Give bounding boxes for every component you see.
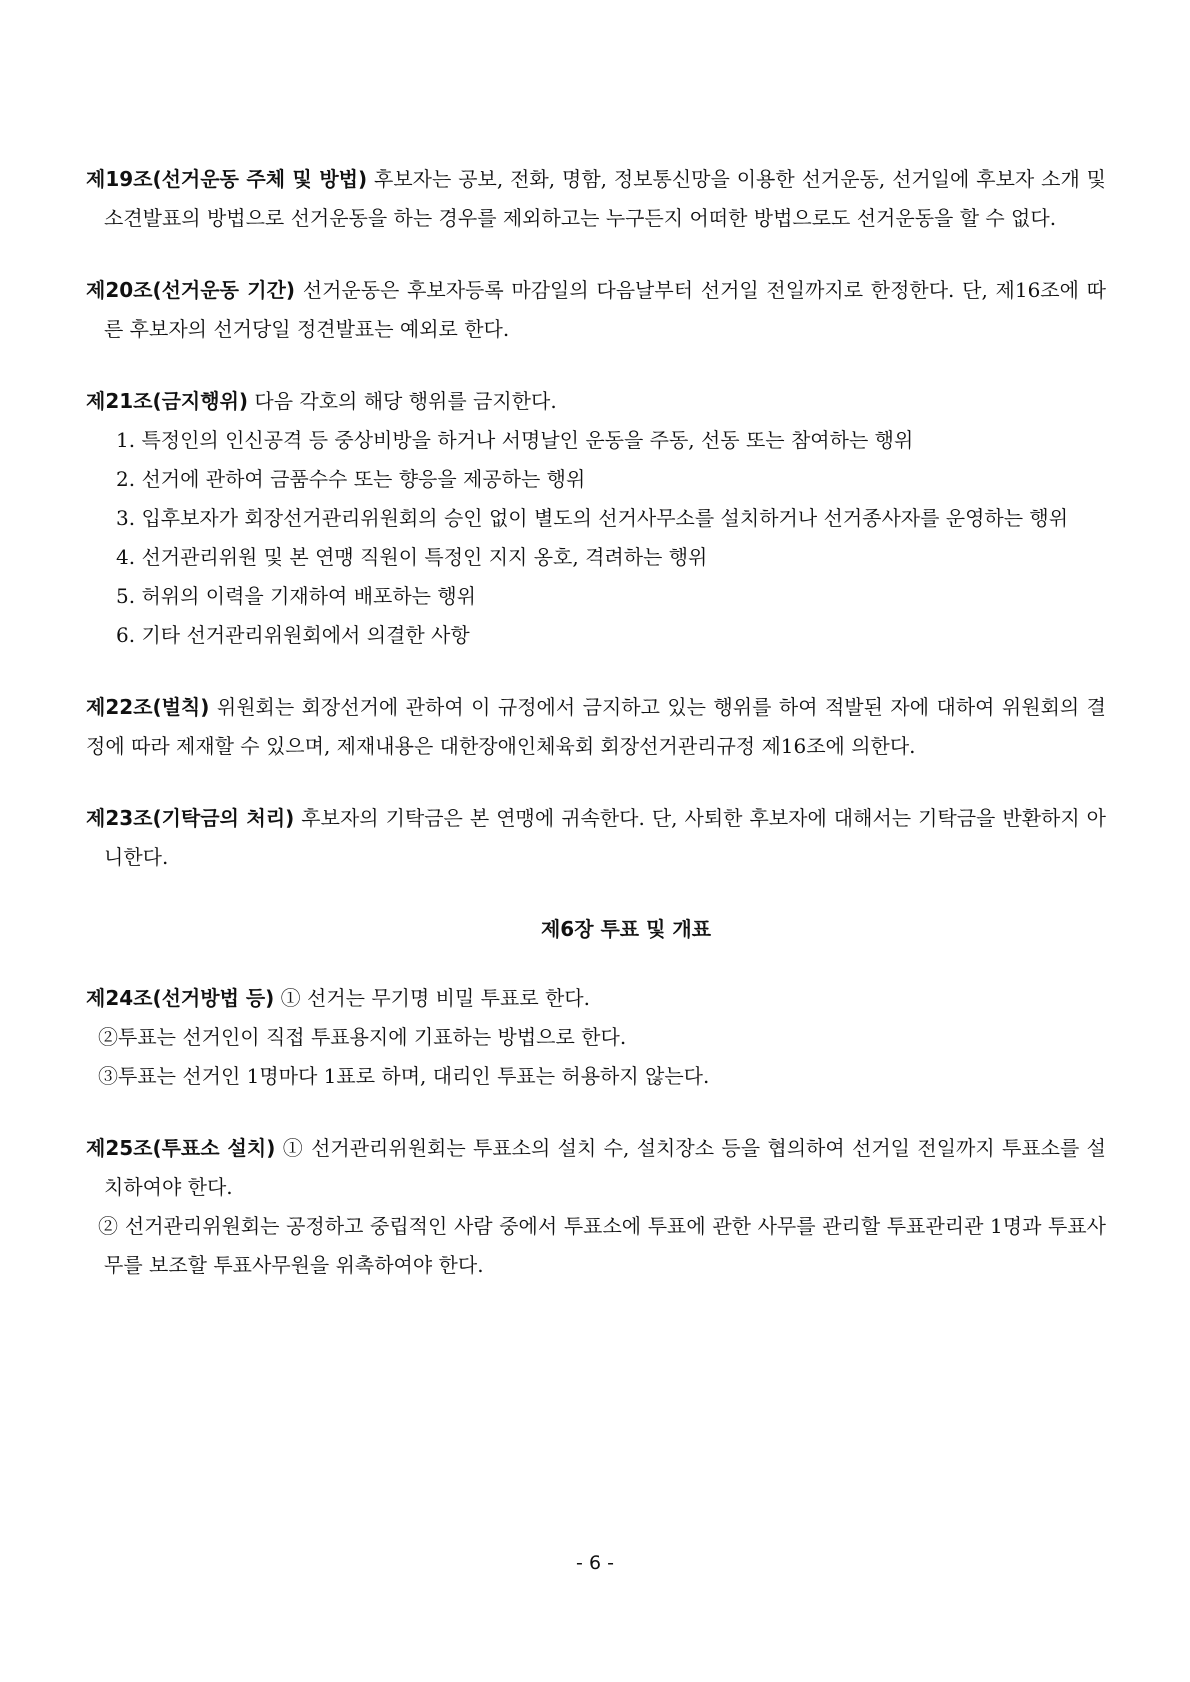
article-25-heading: 제25조(투표소 설치) — [86, 1136, 276, 1160]
document-body — [86, 160, 1106, 1318]
chapter-heading: 제6장 투표 및 개표 — [540, 917, 712, 941]
article-19 — [86, 160, 1106, 238]
article-21-text: 다음 각호의 해당 행위를 금지한다. — [248, 389, 557, 413]
item-number: 1. — [116, 428, 136, 452]
list-item — [86, 460, 1106, 499]
item-number: 5. — [116, 584, 136, 608]
item-number: 2. — [116, 467, 136, 491]
article-20 — [86, 271, 1106, 349]
article-21 — [86, 382, 1106, 655]
article-25-text: ① 선거관리위원회는 투표소의 설치 수, 설치장소 등을 협의하여 선거일 전일까지 투표소를 설치하여야 한다. — [104, 1136, 1106, 1199]
article-20-text: 선거운동은 후보자등록 마감일의 다음날부터 선거일 전일까지로 한정한다. 단, 제16조에 따른 후보자의 선거당일 정견발표는 예외로 한다. — [104, 278, 1106, 341]
article-19-heading: 제19조(선거운동 주체 및 방법) — [86, 167, 368, 191]
article-22 — [86, 688, 1106, 766]
article-22-text: 위원회는 회장선거에 관하여 이 규정에서 금지하고 있는 행위를 하여 적발된 자에 대하여 위원회의 결정에 따라 제재할 수 있으며, 제재내용은 대한장애인체육회 회장선거관리규정 제16조에 의한다. — [86, 695, 1106, 758]
article-20-heading: 제20조(선거운동 기간) — [86, 278, 296, 302]
list-item — [86, 538, 1106, 577]
article-23 — [86, 799, 1106, 877]
article-21-heading: 제21조(금지행위) — [86, 389, 249, 413]
list-item — [86, 577, 1106, 616]
article-24-text: ① 선거는 무기명 비밀 투표로 한다. — [274, 986, 590, 1010]
article-19-text: 후보자는 공보, 전화, 명함, 정보통신망을 이용한 선거운동, 선거일에 후보자 소개 및 소견발표의 방법으로 선거운동을 하는 경우를 제외하고는 누구든지 어떠한 방법으로도 선거운동을 할 수 없다. — [104, 167, 1106, 230]
item-text: 기타 선거관리위원회에서 의결한 사항 — [141, 623, 470, 647]
list-item — [86, 499, 1106, 538]
article-23-text: 후보자의 기탁금은 본 연맹에 귀속한다. 단, 사퇴한 후보자에 대해서는 기탁금을 반환하지 아니한다. — [104, 806, 1107, 869]
list-item — [86, 421, 1106, 460]
article-25-clause-2: ② 선거관리위원회는 공정하고 중립적인 사람 중에서 투표소에 투표에 관한 사무를 관리할 투표관리관 1명과 투표사무를 보조할 투표사무원을 위촉하여야 한다. — [98, 1214, 1106, 1277]
article-24-heading: 제24조(선거방법 등) — [86, 986, 275, 1010]
item-text: 특정인의 인신공격 등 중상비방을 하거나 서명날인 운동을 주동, 선동 또는 참여하는 행위 — [141, 428, 914, 452]
article-21-list — [86, 421, 1106, 655]
list-item — [86, 616, 1106, 655]
item-text: 선거에 관하여 금품수수 또는 향응을 제공하는 행위 — [141, 467, 586, 491]
article-24-clause-3: ③투표는 선거인 1명마다 1표로 하며, 대리인 투표는 허용하지 않는다. — [98, 1064, 710, 1088]
article-25 — [86, 1129, 1106, 1285]
item-number: 4. — [116, 545, 136, 569]
item-text: 입후보자가 회장선거관리위원회의 승인 없이 별도의 선거사무소를 설치하거나 선거종사자를 운영하는 행위 — [141, 506, 1069, 530]
article-23-heading: 제23조(기탁금의 처리) — [86, 806, 295, 830]
item-number: 3. — [116, 506, 136, 530]
article-24-clause-2: ②투표는 선거인이 직접 투표용지에 기표하는 방법으로 한다. — [98, 1025, 627, 1049]
page-number: - 6 - — [576, 1552, 614, 1574]
article-24 — [86, 979, 1106, 1096]
article-22-heading: 제22조(벌칙) — [86, 695, 210, 719]
item-number: 6. — [116, 623, 136, 647]
item-text: 선거관리위원 및 본 연맹 직원이 특정인 지지 옹호, 격려하는 행위 — [141, 545, 708, 569]
item-text: 허위의 이력을 기재하여 배포하는 행위 — [141, 584, 477, 608]
